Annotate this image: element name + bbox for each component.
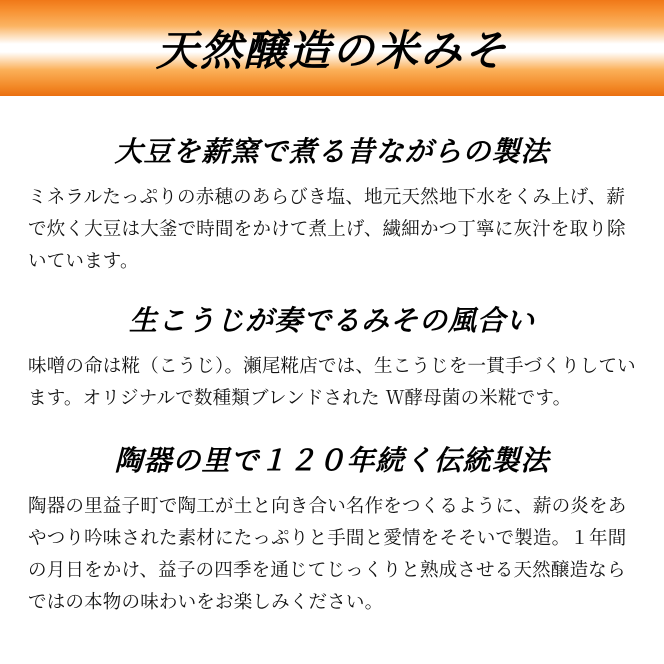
- section-body: [28, 491, 636, 618]
- section-body: [28, 351, 636, 415]
- section-heading: 陶器の里で１２０年続く伝統製法: [114, 444, 550, 478]
- section-paragraph: ミネラルたっぷりの赤穂のあらびき塩、地元天然地下水をくみ上げ、薪で炊く大豆は大釜で時間をかけて煮上げ、繊細かつ丁寧に灰汁を取り除いています。: [28, 187, 626, 272]
- section-brewing-method: [28, 130, 636, 277]
- page-title: 天然醸造の米みそ: [155, 26, 508, 75]
- section-koji-flavor: [28, 299, 636, 415]
- header-banner: [0, 0, 664, 96]
- section-body: [28, 182, 636, 277]
- section-paragraph: 陶器の里益子町で陶工が土と向き合い名作をつくるように、薪の炎をあやつり吟味された素材にたっぷりと手間と愛情をそそいで製造。１年間の月日をかけ、益子の四季を通じてじっくりと熟成させる天然醸造ならではの本物の味わいをお楽しみください。: [28, 496, 627, 613]
- section-tradition: [28, 439, 636, 618]
- section-paragraph: 味噌の命は糀（こうじ）。瀬尾糀店では、生こうじを一貫手づくりしています。オリジナルで数種類ブレンドされた Ｗ酵母菌の米糀です。: [28, 356, 636, 410]
- content-area: [0, 96, 664, 618]
- section-heading: 生こうじが奏でるみその風合い: [128, 304, 535, 338]
- section-heading: 大豆を薪窯で煮る昔ながらの製法: [114, 135, 550, 168]
